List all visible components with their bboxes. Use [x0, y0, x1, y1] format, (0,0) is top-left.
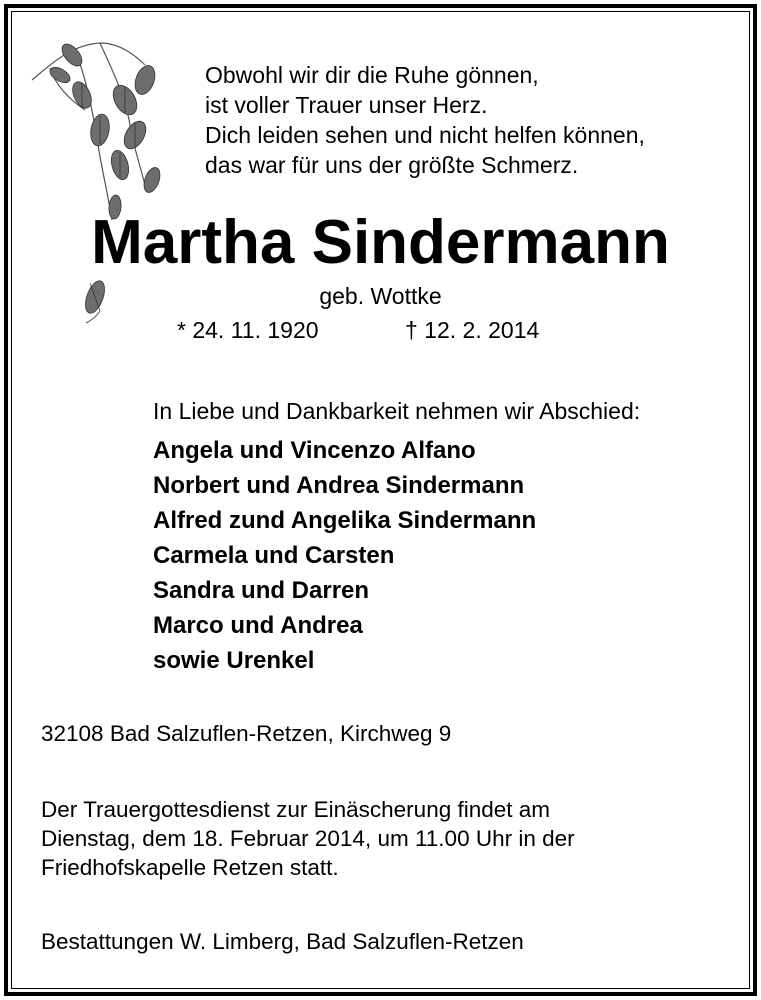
- service-line: Friedhofskapelle Retzen statt.: [41, 855, 339, 880]
- poem-line: Dich leiden sehen und nicht helfen können,: [205, 122, 645, 148]
- mourner-name: sowie Urenkel: [153, 647, 315, 674]
- birch-branch-icon: [30, 35, 170, 225]
- mourner-name: Alfred zund Angelika Sindermann: [153, 507, 537, 534]
- mourners-intro: In Liebe und Dankbarkeit nehmen wir Abschied:: [153, 398, 641, 424]
- mourner-name: Carmela und Carsten: [153, 542, 395, 569]
- mourner-name: Sandra und Darren: [153, 577, 370, 604]
- mourner-name: Angela und Vincenzo Alfano: [153, 437, 476, 464]
- address: 32108 Bad Salzuflen-Retzen, Kirchweg 9: [41, 721, 452, 746]
- poem: [205, 60, 645, 180]
- poem-line: das war für uns der größte Schmerz.: [205, 152, 579, 178]
- service-line: Der Trauergottesdienst zur Einäscherung findet am: [41, 797, 551, 822]
- mourner-name: Norbert und Andrea Sindermann: [153, 472, 525, 499]
- service-notice: [41, 795, 575, 882]
- death-date: † 12. 2. 2014: [405, 317, 540, 343]
- undertaker: Bestattungen W. Limberg, Bad Salzuflen-Retzen: [41, 929, 524, 954]
- maiden-name: geb. Wottke: [319, 283, 442, 309]
- mourner-name: Marco und Andrea: [153, 612, 363, 639]
- poem-line: Obwohl wir dir die Ruhe gönnen,: [205, 62, 539, 88]
- mourners-list: [153, 433, 536, 678]
- poem-line: ist voller Trauer unser Herz.: [205, 92, 488, 118]
- birth-date: * 24. 11. 1920: [177, 317, 319, 343]
- deceased-name: Martha Sindermann: [91, 208, 670, 277]
- service-line: Dienstag, dem 18. Februar 2014, um 11.00 Uhr in der: [41, 826, 575, 851]
